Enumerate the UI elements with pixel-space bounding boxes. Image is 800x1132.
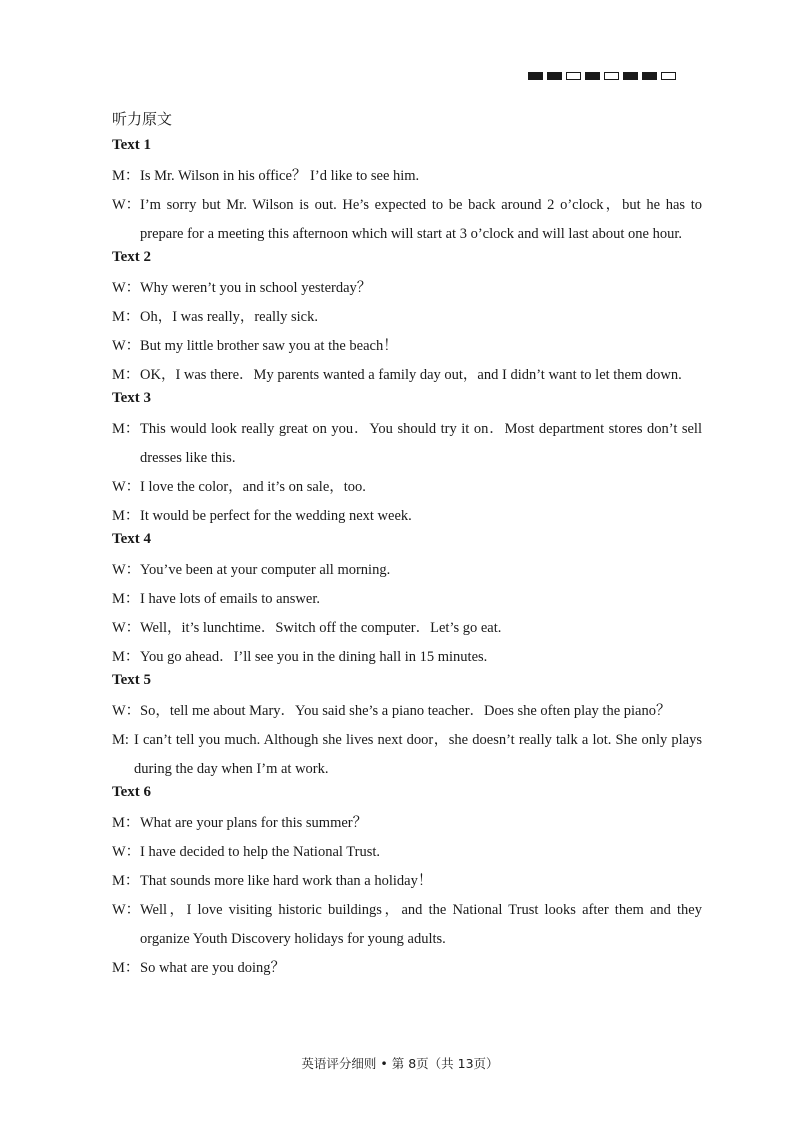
utterance-text: I love the color，and it’s on sale，too. bbox=[140, 479, 366, 495]
speaker-label: M： bbox=[112, 873, 140, 889]
dialogue-line bbox=[112, 303, 702, 332]
header-mark bbox=[566, 72, 581, 80]
header-mark bbox=[585, 72, 600, 80]
speaker-label: M： bbox=[112, 591, 140, 607]
dialogue-line bbox=[112, 614, 702, 643]
utterance-text: I have decided to help the National Trust. bbox=[140, 844, 381, 860]
transcript-section bbox=[112, 137, 702, 249]
utterance-text: What are your plans for this summer？ bbox=[140, 815, 368, 831]
speaker-label: M： bbox=[112, 421, 140, 437]
utterance-text: Is Mr. Wilson in his office？ I’d like to see him. bbox=[140, 168, 420, 184]
dialogue-line bbox=[112, 838, 702, 867]
utterance-text: But my little brother saw you at the beach！ bbox=[140, 338, 398, 354]
dialogue-line bbox=[112, 473, 702, 502]
section-title: Text 6 bbox=[112, 784, 152, 800]
dialogue-line bbox=[112, 585, 702, 614]
header-mark bbox=[528, 72, 543, 80]
utterance-text: So，tell me about Mary．You said she’s a piano teacher．Does she often play the piano？ bbox=[140, 703, 671, 719]
section-title: Text 4 bbox=[112, 531, 152, 547]
speaker-label: W： bbox=[112, 197, 141, 213]
dialogue-line bbox=[112, 274, 702, 303]
dialogue-line bbox=[112, 726, 702, 784]
transcript-section bbox=[112, 784, 702, 983]
utterance-text: I’m sorry but Mr. Wilson is out. He’s expected to be back around 2 o’clock，but he has to prepare for a meeting this afternoon which will start at 3 o’clock and will last about one hour. bbox=[140, 197, 702, 242]
utterance-text: Why weren’t you in school yesterday？ bbox=[140, 280, 372, 296]
speaker-label: M： bbox=[112, 508, 140, 524]
transcript-section bbox=[112, 249, 702, 390]
page-heading: 听力原文 bbox=[112, 110, 173, 128]
utterance-text: I have lots of emails to answer. bbox=[140, 591, 320, 607]
speaker-label: W： bbox=[112, 562, 141, 578]
speaker-label: M： bbox=[112, 815, 140, 831]
speaker-label: W： bbox=[112, 479, 141, 495]
dialogue-line bbox=[112, 867, 702, 896]
speaker-label: W： bbox=[112, 338, 141, 354]
utterance-text: OK，I was there．My parents wanted a family day out，and I didn’t want to let them down. bbox=[140, 367, 682, 383]
utterance-text: Well，it’s lunchtime．Switch off the computer．Let’s go eat. bbox=[140, 620, 502, 636]
header-marks bbox=[528, 72, 676, 80]
section-title: Text 2 bbox=[112, 249, 152, 265]
header-mark bbox=[642, 72, 657, 80]
transcript-section bbox=[112, 531, 702, 672]
utterance-text: I can’t tell you much. Although she lives next door，she doesn’t really talk a lot. She only plays during the day when I’m at work. bbox=[134, 732, 702, 777]
utterance-text: You’ve been at your computer all morning. bbox=[140, 562, 391, 578]
dialogue-line bbox=[112, 643, 702, 672]
transcript bbox=[112, 137, 702, 983]
speaker-label: M： bbox=[112, 168, 140, 184]
dialogue-line bbox=[112, 809, 702, 838]
dialogue-line bbox=[112, 896, 702, 954]
speaker-label: M： bbox=[112, 367, 140, 383]
speaker-label: M： bbox=[112, 649, 140, 665]
speaker-label: W： bbox=[112, 280, 141, 296]
dialogue-line bbox=[112, 361, 702, 390]
utterance-text: This would look really great on you．You should try it on．Most department stores don’t sell dresses like this. bbox=[140, 421, 702, 466]
speaker-label: W： bbox=[112, 620, 141, 636]
utterance-text: You go ahead．I’ll see you in the dining hall in 15 minutes. bbox=[140, 649, 488, 665]
speaker-label: M： bbox=[112, 309, 140, 325]
utterance-text: That sounds more like hard work than a holiday！ bbox=[140, 873, 433, 889]
header-mark bbox=[604, 72, 619, 80]
dialogue-line bbox=[112, 954, 702, 983]
dialogue-line bbox=[112, 556, 702, 585]
speaker-label: W： bbox=[112, 703, 141, 719]
transcript-section bbox=[112, 672, 702, 784]
dialogue-line bbox=[112, 191, 702, 249]
utterance-text: So what are you doing？ bbox=[140, 960, 285, 976]
utterance-text: It would be perfect for the wedding next week. bbox=[140, 508, 412, 524]
dialogue-line bbox=[112, 502, 702, 531]
header-mark bbox=[623, 72, 638, 80]
speaker-label: M： bbox=[112, 960, 140, 976]
utterance-text: Oh，I was really，really sick. bbox=[140, 309, 318, 325]
dialogue-line bbox=[112, 332, 702, 361]
page-footer: 英语评分细则 • 第 8页（共 13页） bbox=[301, 1056, 499, 1071]
header-mark bbox=[547, 72, 562, 80]
header-mark bbox=[661, 72, 676, 80]
section-title: Text 1 bbox=[112, 137, 152, 153]
section-title: Text 3 bbox=[112, 390, 152, 406]
speaker-label: W： bbox=[112, 902, 141, 918]
speaker-label: W： bbox=[112, 844, 141, 860]
speaker-label: M: bbox=[112, 732, 129, 748]
dialogue-line bbox=[112, 162, 702, 191]
utterance-text: Well，I love visiting historic buildings，and the National Trust looks after them and they organize Youth Discovery holidays for young adults. bbox=[140, 902, 702, 947]
section-title: Text 5 bbox=[112, 672, 152, 688]
dialogue-line bbox=[112, 415, 702, 473]
transcript-section bbox=[112, 390, 702, 531]
dialogue-line bbox=[112, 697, 702, 726]
